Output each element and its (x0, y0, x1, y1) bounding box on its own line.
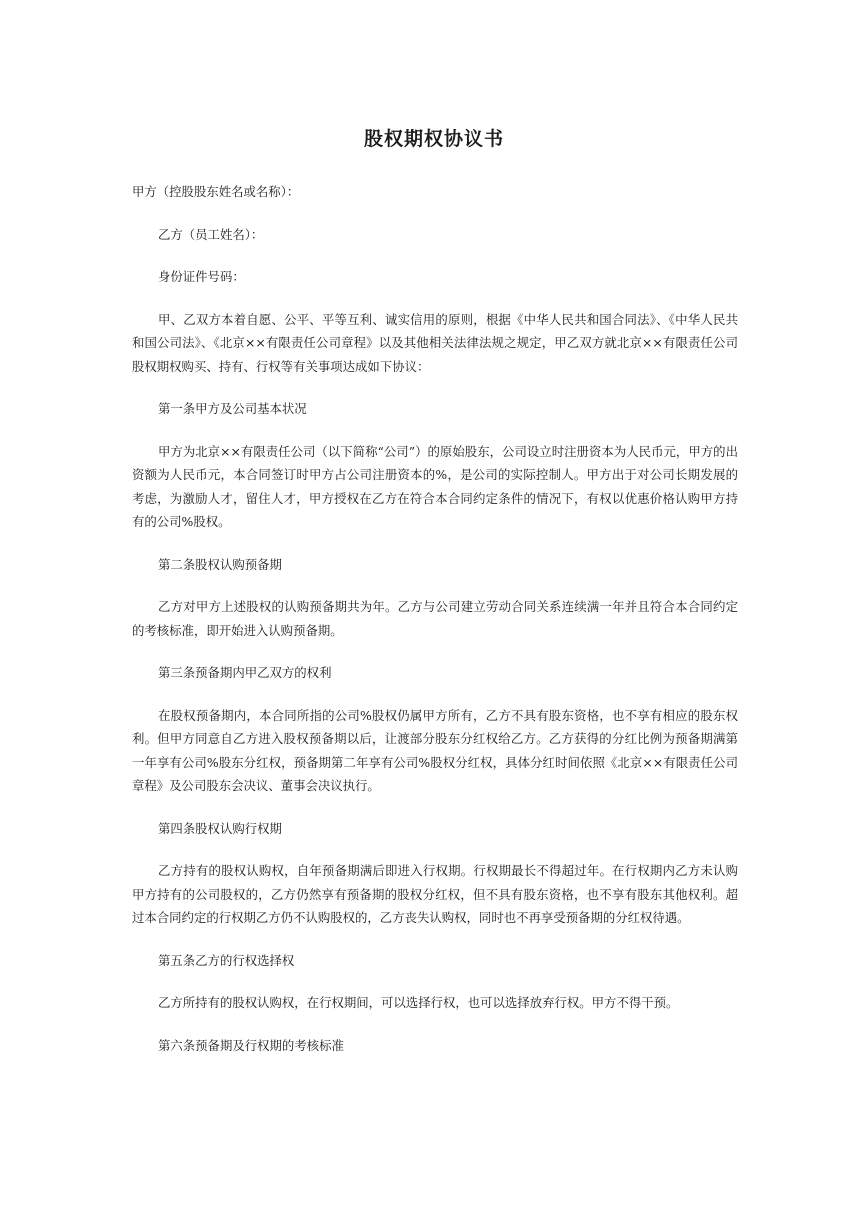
article-3-heading: 第三条预备期内甲乙双方的权利 (158, 665, 332, 680)
article-1-paragraph: 甲方为北京××有限责任公司（以下简称“公司”）的原始股东，公司设立时注册资本为人民币元，甲方的出资额为人民币元，本合同签订时甲方占公司注册资本的%，是公司的实际控制人。甲方出于对公司长期发展的考虑，为激励人才，留住人才，甲方授权在乙方在符合本合同约定条件的情况下，有权以优惠价格认购甲方持有的公司%股权。 (132, 443, 738, 529)
article-6-heading: 第六条预备期及行权期的考核标准 (158, 1037, 344, 1053)
article-3-paragraph: 在股权预备期内，本合同所指的公司%股权仍属甲方所有，乙方不具有股东资格，也不享有相应的股东权利。但甲方同意自乙方进入股权预备期以后，让渡部分股东分红权给乙方。乙方获得的分红比例为预备期满第一年享有公司%股东分红权，预备期第二年享有公司%股权分红权，具体分红时间依照《北京××有限责任公司章程》及公司股东会决议、董事会决议执行。 (132, 707, 738, 793)
party-b-line: 乙方（员工姓名）： (158, 226, 264, 242)
article-4-heading: 第四条股权认购行权期 (158, 820, 282, 836)
article-5-paragraph: 乙方所持有的股权认购权，在行权期间，可以选择行权，也可以选择放弃行权。甲方不得干预。 (158, 995, 679, 1010)
preamble-paragraph: 甲、乙双方本着自愿、公平、平等互利、诚实信用的原则，根据《中华人民共和国合同法》、《中华人民共和国公司法》、《北京××有限责任公司章程》以及其他相关法律法规之规定，甲乙双方就北京××有限责任公司股权期权购买、持有、行权等有关事项达成如下协议： (132, 311, 738, 374)
article-2-heading: 第二条股权认购预备期 (158, 556, 282, 572)
article-4-paragraph: 乙方持有的股权认购权，自年预备期满后即进入行权期。行权期最长不得超过年。在行权期内乙方未认购甲方持有的公司股权的，乙方仍然享有预备期的股权分红权，但不具有股东资格，也不享有股东其他权利。超过本合同约定的行权期乙方仍不认购股权的，乙方丧失认购权，同时也不再享受预备期的分红权待遇。 (132, 863, 738, 925)
id-number-line: 身份证件号码： (158, 269, 245, 284)
article-1-heading: 第一条甲方及公司基本状况 (158, 401, 307, 416)
article-5-heading: 第五条乙方的行权选择权 (158, 952, 295, 968)
document-body (132, 180, 738, 1076)
article-2-paragraph: 乙方对甲方上述股权的认购预备期共为年。乙方与公司建立劳动合同关系连续满一年并且符合本合同约定的考核标准，即开始进入认购预备期。 (132, 599, 738, 638)
document-title: 股权期权协议书 (363, 128, 504, 150)
party-a-line: 甲方（控股股东姓名或名称）： (132, 184, 300, 199)
